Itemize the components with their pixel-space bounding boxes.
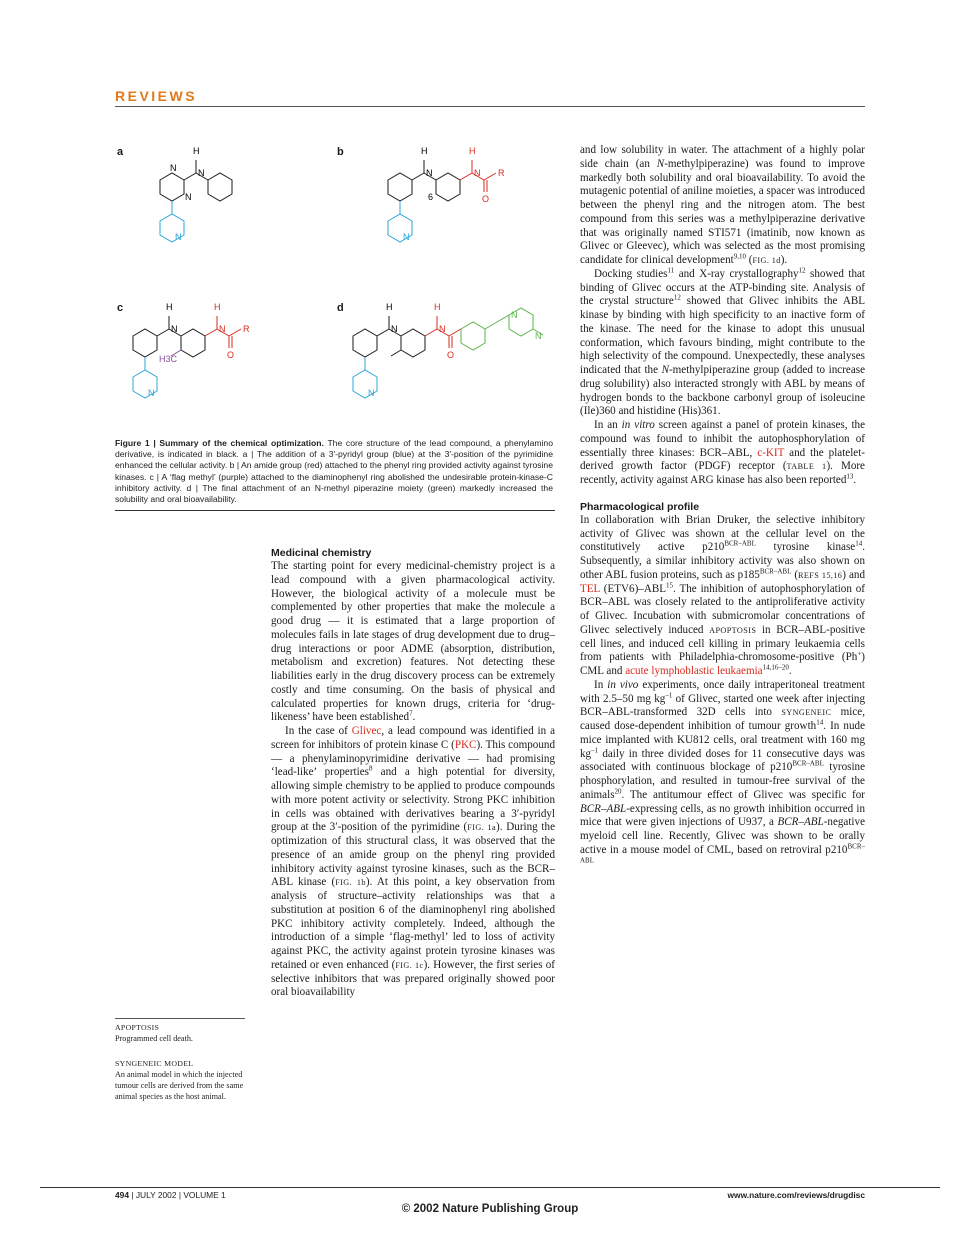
- figure-caption: [115, 438, 553, 505]
- link-glivec[interactable]: Glivec: [351, 725, 382, 737]
- structure-a: [130, 142, 240, 252]
- link-acute-lymphoblastic-leukaemia[interactable]: acute lymphoblastic leukaemia: [625, 665, 763, 677]
- atom-n: N: [185, 192, 192, 202]
- copyright: © 2002 Nature Publishing Group: [401, 1203, 579, 1215]
- atom-n: N: [175, 232, 182, 242]
- journal-url[interactable]: www.nature.com/reviews/drugdisc: [727, 1190, 865, 1200]
- atom-h: H: [469, 146, 476, 156]
- atom-h: H: [421, 146, 428, 156]
- atom-n: N: [403, 232, 410, 242]
- atom-h3c: H3C: [159, 354, 178, 364]
- structure-c: [125, 298, 275, 413]
- section-heading: Pharmacological profile: [580, 500, 700, 513]
- glossary-rule: [115, 1018, 245, 1019]
- body-column-right: [580, 144, 865, 871]
- atom-n: N: [391, 324, 398, 334]
- header-rule: [115, 106, 865, 107]
- issue-date: JULY 2002: [135, 1190, 177, 1200]
- atom-n: N: [368, 388, 375, 398]
- glossary-term: APOPTOSIS: [115, 1023, 160, 1032]
- glossary-term: SYNGENEIC MODEL: [115, 1059, 194, 1068]
- position-6-label: 6: [428, 192, 434, 202]
- atom-n: N: [170, 163, 177, 173]
- atom-o: O: [227, 350, 235, 360]
- caption-rule: [115, 510, 555, 511]
- paragraph: In an in vitro screen against a panel of protein kinases, the compound was found to inhibit the autophosphorylation of essentially three kinases: BCR–ABL, c-KIT and the platelet-derived growth factor (PDGF) receptor (TABLE 1). More recently, activity against ARG kinase has also been reported$^{13}$.: [580, 419, 865, 486]
- panel-label-d: d: [337, 302, 344, 314]
- atom-n: N: [426, 168, 433, 178]
- footer-issue: 494 | JULY 2002 | VOLUME 1: [115, 1190, 226, 1200]
- atom-n: N: [148, 388, 155, 398]
- panel-label-c: c: [117, 302, 124, 314]
- page-number: 494: [115, 1190, 129, 1200]
- link-pkc[interactable]: PKC: [454, 738, 477, 751]
- atom-r1: R: [243, 324, 250, 334]
- atom-n: N: [474, 168, 481, 178]
- panel-label-a: a: [117, 146, 124, 158]
- glossary-definition: An animal model in which the injected tumour cells are derived from the same animal species as the host animal.: [115, 1070, 244, 1101]
- atom-o: O: [447, 350, 455, 360]
- link-tel[interactable]: TEL: [580, 582, 600, 595]
- section-heading: Medicinal chemistry: [271, 547, 372, 559]
- paragraph: The starting point for every medicinal-chemistry project is a lead compound with a given pharmacological activity. However, the biological activity of a molecule must be complemented by other properties that make the molecule a good drug — it is estimated that a large proportion of molecules fails in late stages of drug development due to drug–drug interactions or poor ADME (absorption, distribution, metabolism and excretion) features. Not detecting these liabilities early in the drug discovery process can be extremely costly and time consuming. On the basis of physical and calculated properties for known drugs, criteria for ‘drug-likeness’ have been established$^7$.: [271, 560, 555, 724]
- atom-n: N: [511, 310, 518, 320]
- atom-h: H: [434, 302, 441, 312]
- atom-o: O: [482, 194, 490, 204]
- paragraph: and low solubility in water. The attachment of a highly polar side chain (an N-methylpiperazine) was found to improve markedly both solubility and oral bioavailability. To avoid the mutagenic potential of aniline moieties, a spacer was introduced between the phenyl ring and the nitrogen atom. The best compound from this series was a methylpiperazine derivative that was originally named STI571 (imatinib, now known as Glivec or Gleevec), which was selected as the most promising candidate for clinical development$^{9,10}$ (FIG. 1d).: [580, 144, 865, 266]
- glossary-definition: Programmed cell death.: [115, 1034, 193, 1043]
- caption-title: Figure 1 | Summary of the chemical optimization.: [115, 438, 324, 448]
- panel-label-b: b: [337, 146, 344, 158]
- atom-n: N: [219, 324, 226, 334]
- paragraph: In collaboration with Brian Druker, the selective inhibitory activity of Glivec was shown at the cellular level on the constitutively active $p210^{BCR-ABL}$ tyrosine kinase$^{14}$. Subsequently, a similar inhibitory activity was also shown on other ABL fusion proteins, such as $p185^{BCR-ABL}$ (REFS 15,16) and TEL (ETV6)–ABL$^{15}$. The inhibition of autophosphorylation of BCR–ABL was closely related to the antiproliferative activity of Glivec. Incubation with submicromolar concentrations of Glivec selectively induced APOPTOSIS in BCR–ABL-positive cell lines, and induced cell killing in primary leukaemia cells from patients with Philadelphia-chromosome-positive (Ph+) CML and acute lymphoblastic leukaemia$^{14,16-20}$.: [580, 513, 866, 677]
- atom-n: N: [439, 324, 446, 334]
- paragraph: Docking studies$^{11}$ and X-ray crystallography$^{12}$ showed that binding of Glivec occurs at the ATP-binding site. Analysis of the crystal structure$^{12}$ showed that Glivec inhibits the ABL kinase by binding with high specificity to an inactive form of the kinase. The need for the kinase to adopt this unusual conformation, which favours binding, might contribute to the high selectivity of the compound. Unexpectedly, these analyses indicated that the N-methylpiperazine group (added to increase drug solubility) also interacted strongly with ABL by means of hydrogen bonds to the backbone carbonyl group of isoleucine (Ile)360 and histidine (His)361.: [580, 266, 866, 418]
- structure-d: [345, 298, 555, 413]
- footer-rule: [40, 1187, 940, 1188]
- link-c-kit[interactable]: c-KIT: [757, 446, 785, 459]
- structure-b: [380, 142, 530, 252]
- caption-body: The core structure of the lead compound, a phenylamino derivative, is indicated in black. a | The addition of a 3′-pyridyl group (blue) at the 3′-position of the pyrimidine enhanced the cellular activity. b | An amide group (red) attached to the phenyl ring provided activity against tyrosine kinases. c | A ‘flag methyl’ (purple) attached to the diaminophenyl ring abolished the undesirable protein-kinase-C inhibitory activity. d | The final attachment of an N-methyl piperazine moiety (green) markedly increased the solubility and oral bioavailability.: [115, 438, 553, 505]
- paragraph: In in vivo experiments, once daily intraperitoneal treatment with 2.5–50 mg $kg^{-1}$ of Glivec, started one week after injecting BCR–ABL-transformed 32D cells into SYNGENEIC mice, caused dose-dependent inhibition of tumour growth$^{14}$. In nude mice implanted with KU812 cells, oral treatment with 160 mg $kg^{-1}$ daily in three divided doses for 11 consecutive days was associated with continuous blockage of $p210^{BCR-ABL}$ tyrosine phosphorylation, and resulted in tumour-free survival of the animals$^{20}$. The antitumour effect of Glivec was specific for BCR–ABL-expressing cells, as no growth inhibition occurred in mice that were given injections of U937, a BCR–ABL-negative myeloid cell line. Recently, Glivec was shown to be orally active in a mouse model of CML, based on retroviral $p210^{BCR-ABL}$: [580, 678, 866, 864]
- atom-h: H: [193, 146, 200, 156]
- atom-n: N: [535, 331, 542, 341]
- glossary-entry: [115, 1022, 245, 1044]
- paragraph: In the case of Glivec, a lead compound was identified in a screen for inhibitors of protein kinase C (PKC). This compound — a phenylaminopyrimidine derivative — had promising ‘lead-like’ properties$^8$ and a high potential for diversity, allowing simple chemistry to be applied to produce compounds with more potent activity or selectivity. Strong PKC inhibition in cells was obtained with derivatives bearing a 3′-pyridyl group at the 3′-position of the pyrimidine (FIG. 1a). During the optimization of this structural class, it was observed that the presence of an amide group on the phenyl ring provided inhibitory activity against tyrosine kinases, such as the BCR–ABL kinase (FIG. 1b). At this point, a key observation from analysis of structure–activity relationships was that a substitution at position 6 of the diaminophenyl ring abolished PKC inhibitory activity completely. Indeed, although the introduction of a simple ‘flag-methyl’ led to loss of activity against PKC, the activity against protein tyrosine kinases was retained or even enhanced (FIG. 1c). However, the first series of selective inhibitors that was prepared originally showed poor oral bioavailability: [271, 725, 555, 999]
- glossary-entry: [115, 1058, 245, 1102]
- atom-h: H: [386, 302, 393, 312]
- atom-n: N: [171, 324, 178, 334]
- body-column-middle: [271, 546, 555, 1000]
- atom-h: H: [166, 302, 173, 312]
- atom-r1: R: [498, 168, 505, 178]
- atom-h: H: [214, 302, 221, 312]
- volume: VOLUME 1: [183, 1190, 226, 1200]
- atom-n: N: [198, 168, 205, 178]
- section-label: REVIEWS: [115, 88, 198, 104]
